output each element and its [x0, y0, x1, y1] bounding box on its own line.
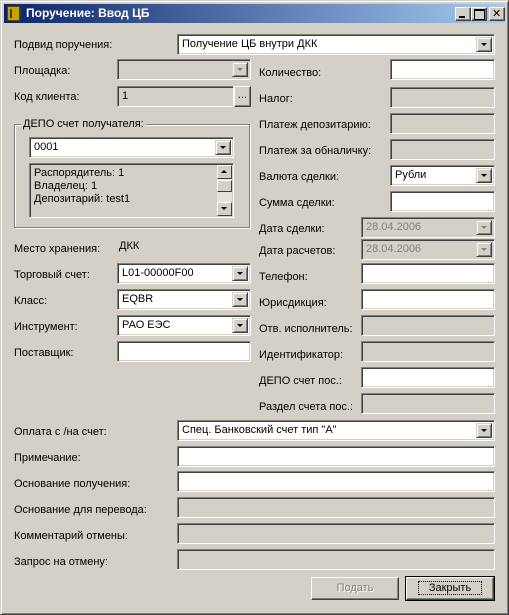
otv-isp-input[interactable] [361, 315, 495, 336]
maximize-button[interactable] [471, 7, 487, 21]
kommentariy-input[interactable] [177, 523, 495, 544]
ploshchadka-select[interactable] [117, 59, 251, 80]
depo-pos-label: ДЕПО счет пос.: [259, 375, 342, 387]
data-sdelki-label: Дата сделки: [259, 223, 325, 235]
osnovanie-pol-label: Основание получения: [14, 478, 131, 490]
razdel-input[interactable] [361, 393, 495, 414]
depo-pos-input[interactable] [361, 367, 495, 388]
platezh-obn-label: Платеж за обналичку: [259, 145, 372, 157]
depo-info-line: Депозитарий: test1 [34, 193, 131, 205]
kommentariy-label: Комментарий отмены: [14, 530, 128, 542]
depo-info-memo[interactable] [29, 163, 234, 218]
chevron-down-icon[interactable] [476, 168, 492, 183]
kod-klienta-label: Код клиента: [14, 91, 80, 103]
chevron-down-icon[interactable] [232, 292, 248, 307]
zakryt-button-label: Закрыть [418, 581, 482, 595]
klass-value: EQBR [122, 293, 154, 305]
ploshchadka-label: Площадка: [14, 65, 71, 77]
otv-isp-label: Отв. исполнитель: [259, 323, 353, 335]
platezh-dep-input[interactable] [390, 113, 495, 134]
kod-klienta-browse-button[interactable]: ... [234, 86, 251, 107]
oplata-label: Оплата с /на счет: [14, 426, 107, 438]
kod-klienta-input[interactable] [117, 86, 234, 107]
torg-schet-select[interactable] [117, 263, 251, 284]
podvid-label: Подвид поручения: [14, 39, 113, 51]
nalog-input[interactable] [390, 87, 495, 108]
chevron-down-icon[interactable] [476, 220, 492, 235]
chevron-down-icon[interactable] [476, 423, 492, 438]
chevron-down-icon[interactable] [232, 266, 248, 281]
chevron-down-icon[interactable] [476, 37, 492, 52]
telefon-input[interactable] [361, 263, 495, 284]
podat-button[interactable]: Подать [311, 577, 399, 600]
zapros-label: Запрос на отмену: [14, 556, 108, 568]
klass-label: Класс: [14, 295, 47, 307]
podvid-value: Получение ЦБ внутри ДКК [182, 38, 318, 50]
kolichestvo-label: Количество: [259, 67, 322, 79]
window-title: Поручение: Ввод ЦБ [26, 6, 150, 20]
mesto-label: Место хранения: [14, 243, 101, 255]
depo-info-line: Распорядитель: 1 [34, 167, 125, 179]
chevron-down-icon[interactable] [232, 62, 248, 77]
osnovanie-per-label: Основание для перевода: [14, 504, 147, 516]
torg-schet-label: Торговый счет: [14, 269, 90, 281]
depo-info-line: Владелец: 1 [34, 180, 98, 192]
depo-schet-select[interactable] [29, 137, 234, 158]
depo-info-scrollbar[interactable] [217, 165, 232, 216]
instrument-value: РАО ЕЭС [122, 319, 171, 331]
oplata-value: Спец. Банковский счет тип "А" [182, 424, 337, 436]
osnovanie-per-input[interactable] [177, 497, 495, 518]
podvid-select[interactable] [177, 34, 495, 55]
data-rasch-label: Дата расчетов: [259, 245, 336, 257]
identifikator-input[interactable] [361, 341, 495, 362]
torg-schet-value: L01-00000F00 [122, 267, 194, 279]
kolichestvo-input[interactable] [390, 59, 495, 80]
close-window-button[interactable] [489, 7, 505, 21]
oplata-select[interactable] [177, 420, 495, 441]
data-sdelki-value: 28.04.2006 [366, 221, 422, 233]
telefon-label: Телефон: [259, 271, 308, 283]
data-rasch-value: 28.04.2006 [366, 243, 422, 255]
app-icon [7, 6, 20, 21]
chevron-down-icon[interactable] [232, 318, 248, 333]
valyuta-label: Валюта сделки: [259, 171, 340, 183]
platezh-dep-label: Платеж депозитарию: [259, 119, 371, 131]
yurisdikciya-input[interactable] [361, 289, 495, 310]
valyuta-select[interactable] [390, 165, 495, 186]
data-sdelki-picker[interactable] [361, 217, 495, 238]
instrument-label: Инструмент: [14, 321, 78, 333]
summa-input[interactable] [390, 191, 495, 212]
depo-schet-value: 0001 [34, 141, 59, 153]
klass-select[interactable] [117, 289, 251, 310]
postavshchik-input[interactable] [117, 341, 251, 362]
valyuta-value: Рубли [395, 169, 427, 181]
depo-group-title: ДЕПО счет получателя: [23, 118, 144, 130]
nalog-label: Налог: [259, 93, 293, 105]
scroll-up-icon[interactable] [217, 165, 232, 179]
osnovanie-pol-input[interactable] [177, 471, 495, 492]
razdel-label: Раздел счета пос.: [259, 401, 354, 413]
primechanie-input[interactable] [177, 446, 495, 467]
primechanie-label: Примечание: [14, 452, 81, 464]
yurisdikciya-label: Юрисдикция: [259, 297, 327, 309]
kod-klienta-value: 1 [122, 90, 129, 102]
data-rasch-picker[interactable] [361, 239, 495, 260]
platezh-obn-input[interactable] [390, 139, 495, 160]
scroll-down-icon[interactable] [217, 202, 232, 216]
instrument-select[interactable] [117, 315, 251, 336]
zapros-input[interactable] [177, 549, 495, 570]
postavshchik-label: Поставщик: [14, 347, 74, 359]
summa-label: Сумма сделки: [259, 197, 335, 209]
mesto-value: ДКК [117, 237, 251, 258]
minimize-button[interactable] [455, 7, 471, 21]
chevron-down-icon[interactable] [476, 242, 492, 257]
scroll-thumb[interactable] [217, 180, 232, 192]
zakryt-button[interactable] [406, 577, 494, 600]
title-bar[interactable] [4, 4, 505, 23]
identifikator-label: Идентификатор: [259, 349, 344, 361]
chevron-down-icon[interactable] [215, 140, 231, 155]
